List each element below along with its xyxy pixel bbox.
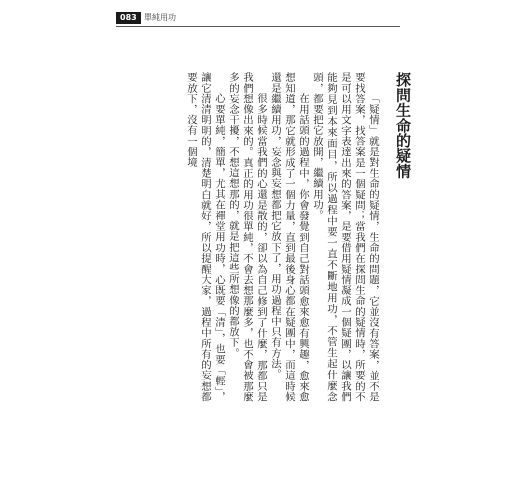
paragraph-3: 很多時候當我們的心還是散的，卻以為自己修到了什麼，那都只是我們想像出來的。真正的用功很單純，不會去想那麼多，也不會被那麼多的妄念干擾，不想這想那的，就是把這些所想像的都放下。 <box>227 72 267 402</box>
section-title: 探問生命的疑情 <box>394 72 412 179</box>
page-header <box>116 12 400 26</box>
paragraph-1: 「疑情」就是對生命的疑情，生命的問題，它並沒有答案，並不是要找答案，找答案是一個疑問；當我們在探問生命的疑情時，所要的不是可以用文字表達出來的答案，是要借用疑情凝成一個疑團，以讓我們能夠見到本來面目，所以過程中要一直不斷地用功，不管生起什麼念頭，都要把它放開，繼續用功。 <box>311 72 379 402</box>
page-number: 083 <box>116 12 141 24</box>
paragraph-4: 心要單純，簡單，尤其在禪堂用功時，心既要「清」，也要「輕」，讓它清清明明的，清楚明白就好，所以提醒大家，過程中所有的妄想都要放下，沒有一個境 <box>185 72 225 402</box>
header-rule <box>116 26 400 27</box>
body-text <box>112 72 412 402</box>
paragraph-2: 在用話頭的過程中，你會發覺到自己對話頭愈來愈有興趣，愈來愈想知道，那它就形成了一個力量，直到最後身心都在疑團中，而這時候還是繼續用功，妄念與妄想都把它放下了，用功過程中只有方法。 <box>269 72 309 402</box>
running-title: 單純用功 <box>144 13 176 22</box>
